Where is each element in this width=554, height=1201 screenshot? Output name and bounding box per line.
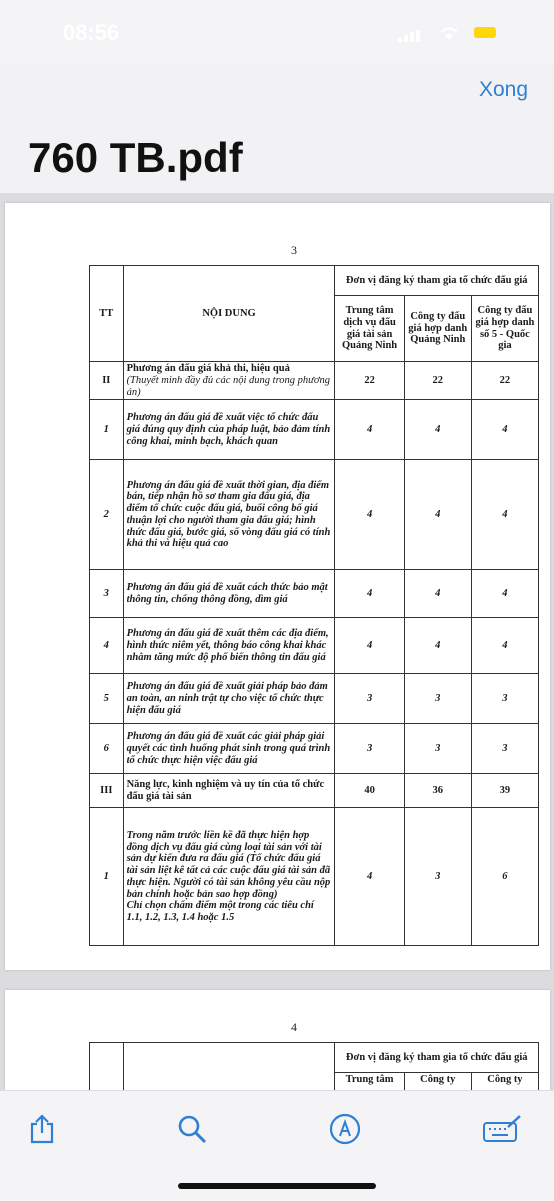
row-content: Năng lực, kinh nghiệm và uy tín của tổ chức đấu giá tài sản bbox=[123, 774, 335, 808]
score-col1: 4 bbox=[335, 808, 404, 946]
table-row bbox=[90, 460, 539, 570]
header-group: Đơn vị đăng ký tham gia tổ chức đấu giá bbox=[335, 1043, 539, 1073]
table-row bbox=[90, 400, 539, 460]
pdf-page-3 bbox=[5, 203, 550, 970]
score-col3: 4 bbox=[471, 460, 538, 570]
row-number: III bbox=[90, 774, 124, 808]
row-number: 1 bbox=[90, 400, 124, 460]
score-col3: 4 bbox=[471, 570, 538, 618]
row-heading: Phương án đấu giá khả thi, hiệu quả bbox=[126, 363, 290, 374]
score-col1: 4 bbox=[335, 400, 404, 460]
score-col1: 22 bbox=[335, 362, 404, 400]
document-title: 760 TB.pdf bbox=[28, 134, 243, 181]
row-number: II bbox=[90, 362, 124, 400]
score-col3: 4 bbox=[471, 618, 538, 674]
score-col3: 39 bbox=[471, 774, 538, 808]
score-col2: 22 bbox=[404, 362, 471, 400]
row-number: 6 bbox=[90, 724, 124, 774]
score-col2: 4 bbox=[404, 618, 471, 674]
header-col1: Trung tâm bbox=[335, 1073, 404, 1091]
header-tt: TT bbox=[90, 266, 124, 362]
home-indicator bbox=[178, 1183, 376, 1189]
score-col1: 4 bbox=[335, 618, 404, 674]
header-col3: Công ty bbox=[471, 1073, 538, 1091]
row-text: Trong năm trước liền kề đã thực hiện hợp đồng dịch vụ đấu giá cùng loại tài sản với tài sản dự kiến đưa ra đấu giá (Tổ chức đấu giá tài sản liệt kê tất cả các cuộc đấu giá tài sản đã thực hiện. Người có tài sản không yêu cầu nộp bản chính hoặc bản sao hợp đồng) bbox=[126, 829, 331, 900]
row-number: 5 bbox=[90, 674, 124, 724]
row-number: 3 bbox=[90, 570, 124, 618]
score-col1: 3 bbox=[335, 724, 404, 774]
header-col2: Công ty bbox=[404, 1073, 471, 1091]
row-content bbox=[123, 362, 335, 400]
score-col3: 3 bbox=[471, 674, 538, 724]
score-col3: 4 bbox=[471, 400, 538, 460]
score-col3: 3 bbox=[471, 724, 538, 774]
keyboard-button[interactable] bbox=[482, 1109, 522, 1149]
score-col1: 3 bbox=[335, 674, 404, 724]
search-button[interactable] bbox=[172, 1109, 212, 1149]
table-row bbox=[90, 808, 539, 946]
row-number: 4 bbox=[90, 618, 124, 674]
score-col2: 4 bbox=[404, 400, 471, 460]
search-icon bbox=[177, 1114, 207, 1144]
score-col2: 4 bbox=[404, 570, 471, 618]
score-col2: 3 bbox=[404, 724, 471, 774]
score-col2: 36 bbox=[404, 774, 471, 808]
keyboard-icon bbox=[482, 1115, 522, 1143]
markup-button[interactable] bbox=[325, 1109, 365, 1149]
table-row bbox=[90, 724, 539, 774]
header-content: NỘI DUNG bbox=[123, 266, 335, 362]
row-content: Phương án đấu giá đề xuất việc tổ chức đấu giá đúng quy định của pháp luật, bảo đảm tính công khai, minh bạch, khách quan bbox=[123, 400, 335, 460]
header-col2: Công ty đấu giá hợp danh Quảng Ninh bbox=[404, 296, 471, 362]
score-col2: 3 bbox=[404, 808, 471, 946]
share-button[interactable] bbox=[22, 1109, 62, 1149]
header-group: Đơn vị đăng ký tham gia tổ chức đấu giá bbox=[335, 266, 539, 296]
page-number: 4 bbox=[291, 1020, 297, 1034]
table-row bbox=[90, 674, 539, 724]
table-row bbox=[90, 618, 539, 674]
score-col3: 22 bbox=[471, 362, 538, 400]
score-col3: 6 bbox=[471, 808, 538, 946]
row-content bbox=[123, 808, 335, 946]
status-bar bbox=[0, 0, 554, 64]
status-time: 08:56 bbox=[63, 20, 120, 45]
score-col1: 4 bbox=[335, 460, 404, 570]
score-col2: 3 bbox=[404, 674, 471, 724]
row-content: Phương án đấu giá đề xuất các giải pháp giải quyết các tình huống phát sinh trong quá trình tổ chức thực hiện việc đấu giá bbox=[123, 724, 335, 774]
table-row bbox=[90, 570, 539, 618]
scoring-table bbox=[89, 265, 539, 946]
row-content: Phương án đấu giá đề xuất thời gian, địa điểm bán, tiếp nhận hồ sơ tham gia đấu giá, địa điểm tổ chức cuộc đấu giá, buổi công bố giá thuận lợi cho người tham gia đấu giá; hình thức đấu giá, bước giá, số vòng đấu giá có tính khả thi và hiệu quả cao bbox=[123, 460, 335, 570]
row-number: 1 bbox=[90, 808, 124, 946]
row-content: Phương án đấu giá đề xuất giải pháp bảo đảm an toàn, an ninh trật tự cho việc tổ chức thực hiện đấu giá bbox=[123, 674, 335, 724]
score-col1: 40 bbox=[335, 774, 404, 808]
pdf-page-4 bbox=[5, 990, 550, 1090]
row-content: Phương án đấu giá đề xuất thêm các địa điểm, hình thức niêm yết, thông báo công khai khác nhằm tăng mức độ phổ biến thông tin đấu giá bbox=[123, 618, 335, 674]
markup-icon bbox=[329, 1113, 361, 1145]
score-col2: 4 bbox=[404, 460, 471, 570]
score-col1: 4 bbox=[335, 570, 404, 618]
row-content: Phương án đấu giá đề xuất cách thức bảo mật thông tin, chống thông đồng, dìm giá bbox=[123, 570, 335, 618]
done-button[interactable]: Xong bbox=[478, 78, 528, 101]
header-col3: Công ty đấu giá hợp danh số 5 - Quốc gia bbox=[471, 296, 538, 362]
share-icon bbox=[29, 1114, 55, 1144]
cellular-signal-icon bbox=[398, 30, 420, 42]
row-number: 2 bbox=[90, 460, 124, 570]
page-number: 3 bbox=[291, 243, 297, 257]
scoring-table-continued bbox=[89, 1042, 539, 1090]
wifi-icon bbox=[438, 25, 460, 41]
table-row bbox=[90, 362, 539, 400]
table-row bbox=[90, 774, 539, 808]
pdf-viewer[interactable] bbox=[0, 193, 554, 1090]
header-col1: Trung tâm dịch vụ đấu giá tài sản Quảng Ninh bbox=[335, 296, 404, 362]
battery-icon bbox=[474, 27, 496, 38]
row-note: Chỉ chọn chấm điểm một trong các tiêu chí 1.1, 1.2, 1.3, 1.4 hoặc 1.5 bbox=[126, 900, 314, 924]
row-note: (Thuyết minh đầy đủ các nội dung trong phương án) bbox=[126, 374, 330, 398]
